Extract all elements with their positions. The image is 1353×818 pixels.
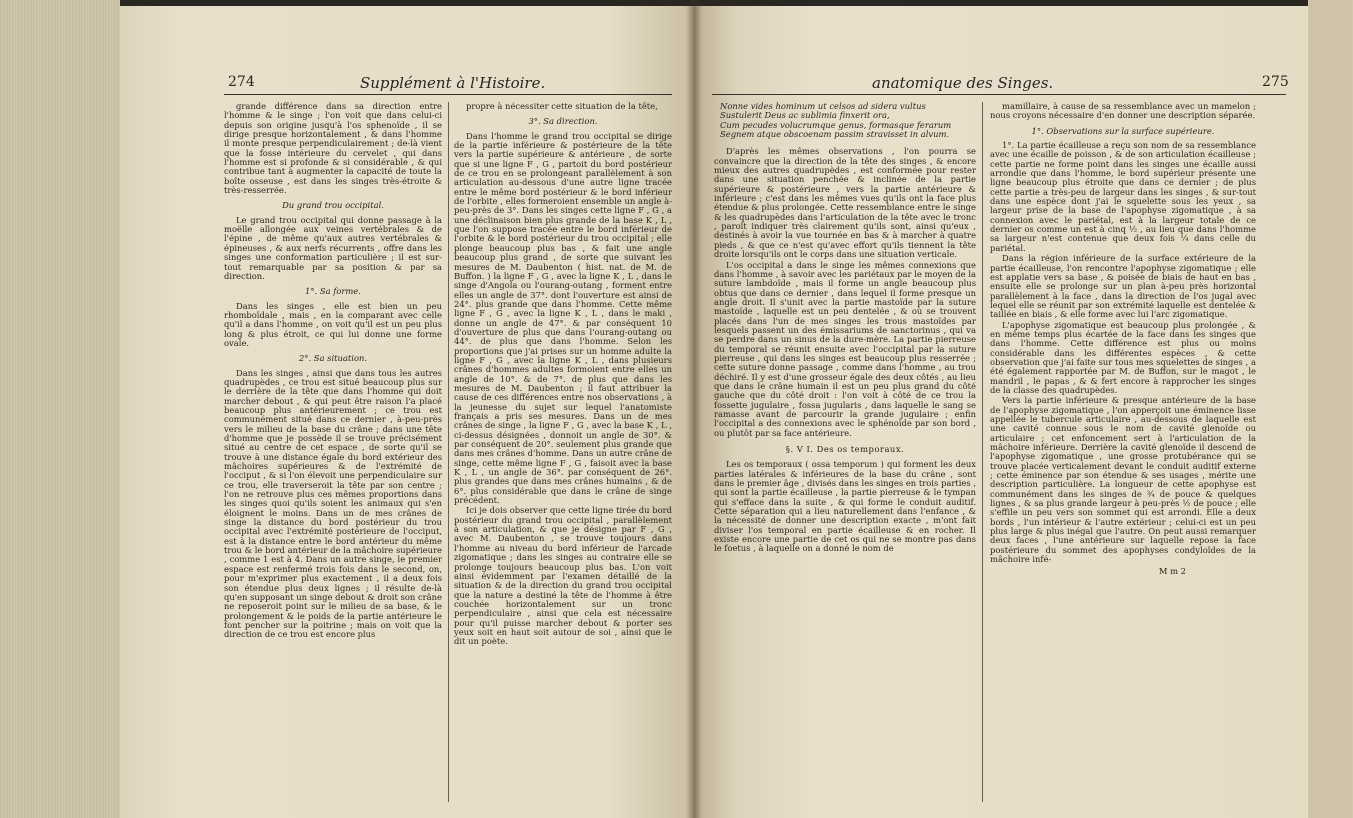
paragraph: propre à nécessiter cette situation de la tête, <box>466 102 658 111</box>
paragraph: Les os temporaux ( ossa temporum ) qui forment les deux parties latérales & inférieures de la base du crâne , sont dans le premier âge , divisés dans les singes en trois parties , qui sont la partie écailleuse , la partie pierreuse & le tympan qui s'efface dans la suite , & qui forme le conduit auditif. Cette séparation qui a lieu naturellement dans l'enfance , & la nécessité de donner une description exacte , m'ont fait diviser l'os temporal en partie écailleuse & en rocher. Il existe encore une partie de cet os qui ne se montre pas dans le foetus , à laquelle on a donné le nom de <box>714 459 976 554</box>
page-edges-left <box>0 0 120 818</box>
verse-line: Sustulerit Deus ac sublimia finxerit ora, <box>720 110 890 121</box>
section-subheading: 2°. Sa situation. <box>298 353 368 364</box>
section-heading: §. V I. Des os temporaux. <box>785 444 905 455</box>
paragraph: L'os occipital a dans le singe les mêmes connexions que dans l'homme , à savoir avec les pariétaux par le moyen de la suture lambdoïde , mais il forme un angle beaucoup plus obtus que dans ce dernier , dans lequel il forme presque un angle droit. Il s'unit avec la partie mastoïde par la suture mastoïde , laquelle est un peu dentelée , & où se trouvent placés dans l'un de mes singes les trous mastoïdes par lesquels passent un des émissariums de sanctorinus , qui va se perdre dans un sinus de la dure-mère. La partie pierreuse du temporal se réunit ensuite avec l'occipital par la suture pierreuse , qui dans les singes est beaucoup plus resserrée ; cette suture donne passage , comme dans l'homme , au trou déchiré. Il y est d'une grosseur égale des deux côtés , au lieu que dans le crâne humain il est un peu plus grand du côté gauche que du côté droit : l'on voit à côté de ce trou la fossette jugulaire , fossa jugularis , dans laquelle le sang se ramasse avant de parcourir la grande jugulaire ; enfin l'occipital a des connexions avec le sphénoïde par son bord , ou plutôt par sa face antérieure. <box>714 259 976 438</box>
book-gutter <box>686 0 702 818</box>
left-column-2 <box>454 102 672 810</box>
left-page <box>120 6 694 818</box>
paragraph: Le grand trou occipital qui donne passage à la moëlle allongée aux veines vertébrales & de l'épine , de même qu'aux autres vertébrales & épineuses , & aux nerfs récurrents , offre dans les singes une conformation particulière ; il est sur-tout remarquable par sa position & par sa direction. <box>224 214 442 281</box>
section-subheading: Du grand trou occipital. <box>282 200 384 211</box>
left-page-number: 274 <box>228 74 255 90</box>
left-column-1 <box>224 102 442 810</box>
section-subheading: 1°. Sa forme. <box>305 286 361 297</box>
paragraph: Dans les singes , elle est bien un peu rhomboïdale , mais , en la comparant avec celle qu'il a dans l'homme , on voit qu'il est un peu plus long & plus étroit, ce qui lui donne une forme ovale. <box>224 300 442 348</box>
verse-line: Cum pecudes volucrumque genus, formasque ferarum <box>720 119 952 130</box>
paragraph: Dans les singes , ainsi que dans tous les autres quadrupèdes , ce trou est situé beaucoup plus sur le derrière de la tête que dans l'homme qui doit marcher debout , & qui peut être raison l'a placé beaucoup plus antérieurement ; ce trou est communément situé dans ce dernier , à-peu-près vers le milieu de la base du crâne ; dans une tête d'homme que je possède il se trouve précisément situé au centre de cet espace , de sorte qu'il se trouve à une distance égale du bord extérieur des mâchoires supérieures & de l'extrémité de l'occiput , & si l'on élevoit une perpendiculaire sur ce trou, elle traverseroit la tête par son centre ; l'on ne retrouve plus ces mêmes proportions dans les singes quoi qu'ils soient les animaux qui s'en éloignent le moins. Dans un de mes crânes de singe la distance du bord postérieur du trou occipital avec l'extrémité postérieure de l'occiput, est à la distance entre le bord antérieur du même trou & le bord antérieur de la mâchoire supérieure , comme 1 est à 4. Dans un autre singe, le premier espace est renfermé trois fois dans le second, on, pour m'exprimer plus exactement , il a deux fois son étendue plus deux lignes ; il résulte de-là qu'en supposant un singe debout & droit son crâne ne reposeroit point sur le milieu de sa base, & le prolongement & le poids de la partie antérieure le font pencher sur la poitrine ; mais on voit que la direction de ce trou est encore plus <box>224 367 442 640</box>
right-running-head: anatomique des Singes. <box>872 74 1054 92</box>
paragraph: mamillaire, à cause de sa ressemblance avec un mamelon ; nous croyons nécessaire d'en donner une description séparée. <box>990 102 1256 121</box>
right-column-1 <box>714 102 976 810</box>
right-column-2 <box>990 102 1256 810</box>
paragraph: Vers la partie inférieure & presque antérieure de la base de l'apophyse zigomatique , l'on apperçoit une éminence lisse appellée le tubercule articulaire , au-dessous de laquelle est une cavité connue sous le nom de cavité glenoïde ou articulaire ; cet enfoncement sert à l'articulation de la mâchoire inférieure. Derrière la cavité glenoïde il descend de l'apophyse zigomatique , une grosse protubérance qui se trouve placée verticalement devant le conduit auditif externe ; cette éminence par son étendue & ses usages , mérite une description particulière. La longueur de cette apophyse est communément dans les singes de ¾ de pouce & quelques lignes , & sa plus grande largeur à peu-près ½ de pouce ; elle s'effile un peu vers son sommet qui est arrondi. Elle a deux bords , l'un intérieur & l'autre extérieur ; celui-ci est un peu plus large & plus inégal que l'autre. On peut aussi remarquer deux faces , l'une antérieure sur laquelle repose la face postérieure du sommet des apophyses condyloïdes de la mâchoire infé- <box>990 395 1256 565</box>
section-subheading: 3°. Sa direction. <box>528 116 598 127</box>
right-head-rule <box>712 94 1286 95</box>
left-column-divider <box>448 102 449 802</box>
left-head-rule <box>224 94 672 95</box>
section-subheading: 1°. Observations sur la surface supérieure. <box>1031 125 1215 136</box>
left-running-head: Supplément à l'Histoire. <box>360 74 546 92</box>
paragraph: D'après les mêmes observations , l'on pourra se convaincre que la direction de la tête des singes , & encore mieux des autres quadrupèdes , est conformée pour rester dans une situation penchée & inclinée de la partie supérieure & postérieure , vers la partie antérieure & inférieure ; c'est dans les mêmes vues qu'ils ont la face plus étendue & plus prolongée. Cette ressemblance entre le singe & les quadrupèdes dans l'articulation de la tête avec le tronc , paroît indiquer très clairement qu'ils sont, ainsi qu'eux , destinés à avoir la vue tournée en bas & à marcher à quatre pieds , & que ce n'est qu'avec effort qu'ils tiennent la tête droite lorsqu'ils ont le corps dans une situation verticale. <box>714 146 976 260</box>
verse-line: Segnem atque obscoenam passim stravisset in alvum. <box>720 129 950 140</box>
paragraph: Dans l'homme le grand trou occipital se dirige de la partie inférieure & postérieure de la tête vers la partie supérieure & antérieure , de sorte que si une ligne F , G , partoit du bord postérieur de ce trou en se prolongeant parallèlement à son articulation au-dessous d'une autre ligne tracée entre le même bord postérieur & le bord inférieur de l'orbite , elles formeroient ensemble un angle à-peu-près de 3°. Dans les singes cette ligne F , G , a une déclinaison bien plus grande de la base K , L , que l'on suppose tracée entre le bord inférieur de l'orbite & le bord postérieur du trou occipital ; elle plonge beaucoup plus bas , & fait une angle beaucoup plus grand , de sorte que suivant les mesures de M. Daubenton ( hist. nat. de M. de Buffon. ) la ligne F , G , avec la ligne K , L , dans le singe d'Angola ou l'ourang-outang , forment entre elles un angle de 37°. dont l'ouverture est ainsi de 24°. plus grande que dans l'homme. Cette même ligne F , G , avec la ligne K , L , dans le maki , donne un angle de 47°. & par conséquent 10 d'ouverture de plus que dans l'ourang-outang ou 44°. de plus que dans l'homme. Selon les proportions que j'ai prises sur un homme adulte la ligne F , G , avec la ligne K , L , dans plusieurs crânes d'hommes adultes formoient entre elles un angle de 10°. & de 7°. de plus que dans les mesures de M. Daubenton ; il faut attribuer la cause de ces différences entre nos observations , à la jeunesse du sujet sur lequel l'anatomiste français a pris ses mesures. Dans un de mes crânes de singe , la ligne F , G , avec la base K , L , ci-dessus désignées , donnoit un angle de 30°. & par conséquent de 20°. seulement plus grande que dans mes crânes d'homme. Dans un autre crâne de singe, cette même ligne F , G , faisoit avec la base K , L , un angle de 36°. par conséquent de 26°. plus grandes que dans mes crânes humains , & de 6°. plus considérable que dans le crâne de singe précédent. <box>454 130 672 506</box>
signature-mark: M m 2 <box>1158 565 1186 576</box>
page-edges-right <box>1308 0 1353 818</box>
paragraph: Dans la région inférieure de la surface extérieure de la partie écailleuse, l'on rencontre l'apophyse zigomatique ; elle est applatie vers sa base , & poisée de biais de haut en bas , ensuite elle se prolonge sur un plan à-peu près horizontal parallèlement à la face , dans la direction de l'os jugal avec lequel elle se réunit par son extrémité laquelle est dentelée & taillée en biais , & elle forme avec lui l'arc zigomatique. <box>990 253 1256 320</box>
verse-block <box>714 102 976 139</box>
right-column-divider <box>982 102 983 802</box>
paragraph: 1°. La partie écailleuse a reçu son nom de sa ressemblance avec une écaille de poisson , & de son articulation écailleuse ; cette partie ne forme point dans les singes une écaille aussi arrondie que dans l'homme, le bord supérieur présente une ligne beaucoup plus étroite que dans ce dernier ; de plus cette partie a très-peu de largeur dans les singes , & sur-tout dans une espèce dont j'ai le squelette sous les yeux , sa largeur prise de la base de l'apophyse zigomatique , à sa connexion avec le pariétal, est à la largeur totale de ce dernier os comme un est à cinq ½ , au lieu que dans l'homme sa largeur n'est contenue que deux fois ¼ dans celle du pariétal. <box>990 140 1256 253</box>
paragraph: Ici je dois observer que cette ligne tirée du bord postérieur du grand trou occipital , parallèlement à son articulation, & que je désigne par F , G , avec M. Daubenton , se trouve toujours dans l'homme au niveau du bord inférieur de l'arcade zigomatique ; dans les singes au contraire elle se prolonge toujours beaucoup plus bas. L'on voit ainsi évidemment par l'examen détaillé de la situation & de la direction du grand trou occipital que la nature a destiné la tête de l'homme à être couchée horizontalement sur un tronc perpendiculaire , ainsi que cela est nécessaire pour qu'il puisse marcher debout & porter ses yeux soit en haut soit autour de soi , ainsi que le dit un poète. <box>454 505 672 647</box>
right-page <box>694 6 1308 818</box>
verse-line: Nonne vides hominum ut celsos ad sidera vultus <box>720 102 926 111</box>
right-page-number: 275 <box>1262 74 1289 90</box>
paragraph: L'apophyse zigomatique est beaucoup plus prolongée , & en même temps plus écartée de la face dans les singes que dans l'homme. Cette différence est plus ou moins considérable dans les différentes espèces , & cette observation que j'ai faite sur tous mes squelettes de singes , a été également rapportée par M. de Buffon, sur le magot , le mandril , le papas , & & fert encore à rapprocher les singes de la classe des quadrupèdes. <box>990 319 1256 395</box>
paragraph: grande différence dans sa direction entre l'homme & le singe ; l'on voit que dans celui-ci depuis son origine jusqu'à l'os sphenoïde , il se dirige presque horizontalement , & dans l'homme il monte presque perpendiculairement ; de-là vient que la fosse intérieure du cervelet , qui dans l'homme est si profonde & si considérable , & qui contribue tant à augmenter la capacité de toute la boîte osseuse , est dans les singes très-étroite & très-resserrée. <box>224 102 442 196</box>
